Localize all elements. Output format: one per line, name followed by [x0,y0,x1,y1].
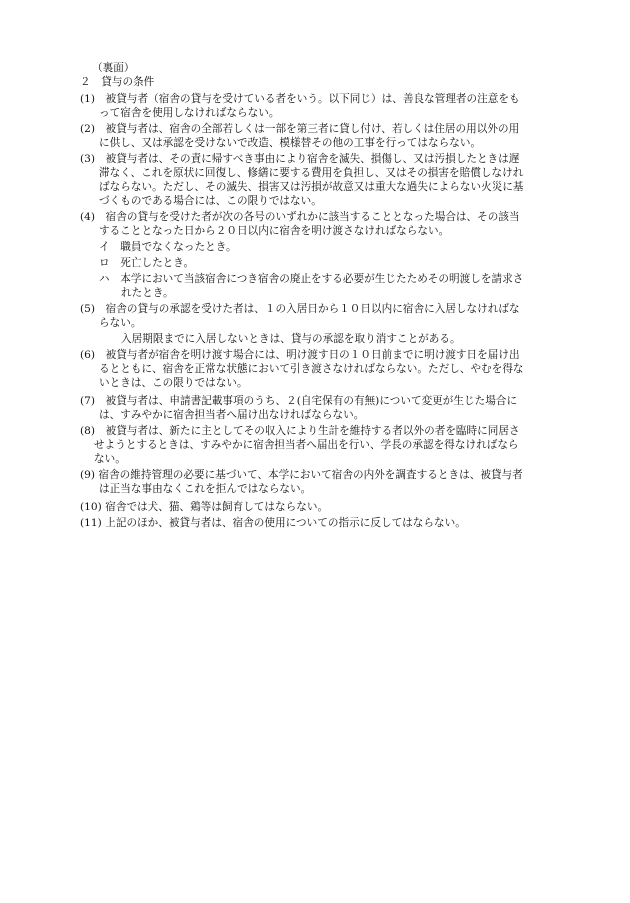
text-line: に供し、又は承認を受けないで改造、模様替その他の工事を行ってはならない。 [99,137,482,149]
text-line: (2) 被貸与者は、宿舎の全部若しくは一部を第三者に貸し付け、若しくは住居の用以外の用 [80,123,520,135]
text-line: づくものである場合には、この限りではない。 [99,195,322,207]
text-line: (5) 宿舎の貸与の承認を受けた者は、１の入居日から１０日以内に宿舎に入居しなければな [80,303,520,315]
text-line: ばならない。ただし、その滅失、損害又は汚損が故意又は重大な過失によらない火災に基 [99,181,524,193]
text-line: (9) 宿舎の維持管理の必要に基づいて、本学において宿舎の内外を調査するときは、被貸与者 [80,469,523,481]
text-line: (1) 被貸与者（宿舎の貸与を受けている者をいう。以下同じ）は、善良な管理者の注意をも [80,93,520,105]
text-line: るとともに、宿舎を正常な状態において引き渡さなければならない。ただし、やむを得な [99,363,524,375]
text-line: (7) 被貸与者は、申請書記載事項のうち、２(自宅保有の有無)について変更が生じた場合に [80,395,518,407]
text-line: は、すみやかに宿舎担当者へ届け出なければならない。 [99,409,365,421]
text-line: らない。 [99,317,142,329]
text-line: ない。 [94,453,126,465]
text-line: (8) 被貸与者は、新たに主としてその収入により生計を維持する者以外の者を臨時に同居さ [80,425,520,437]
text-line: 滞なく、これを原状に回復し、修繕に要する費用を負担し、又はその損害を賠償しなけれ [99,167,524,179]
text-line: いときは、この限りではない。 [99,377,248,389]
sub-item-ha: ハ 本学において当該宿舎につき宿舎の廃止をする必要が生じたためその明渡しを請求さ [99,273,524,285]
text-line: れたとき。 [121,287,174,299]
text-line: (11) 上記のほか、被貸与者は、宿舎の使用についての指示に反してはならない。 [80,517,466,529]
sub-item-i: イ 職員でなくなったとき。 [99,241,237,253]
text-line: (10) 宿舎では犬、猫、鶏等は飼育してはならない。 [80,501,329,513]
text-line: せようとするときは、すみやかに宿舎担当者へ届出を行い、学長の承認を得なければなら [94,439,519,451]
text-line: って宿舎を使用しなければならない。 [99,107,280,119]
text-line: することとなった日から２０日以内に宿舎を明け渡さなければならない。 [99,225,450,237]
section-title: ２ 貸与の条件 [80,76,155,88]
document-header: （裏面） [92,62,135,74]
text-line: 入居期限までに入居しないときは、貸与の承認を取り消すことがある。 [121,333,461,345]
text-line: は正当な事由なくこれを拒んではならない。 [99,483,312,495]
text-line: (4) 宿舎の貸与を受けた者が次の各号のいずれかに該当することとなった場合は、その該当 [80,211,520,223]
text-line: (6) 被貸与者が宿舎を明け渡す場合には、明け渡す日の１０日前までに明け渡す日を届け出 [80,349,520,361]
text-line: (3) 被貸与者は、その責に帰すべき事由により宿舎を滅失、損傷し、又は汚損したときは遅 [80,153,520,165]
sub-item-ro: ロ 死亡したとき。 [99,257,195,269]
